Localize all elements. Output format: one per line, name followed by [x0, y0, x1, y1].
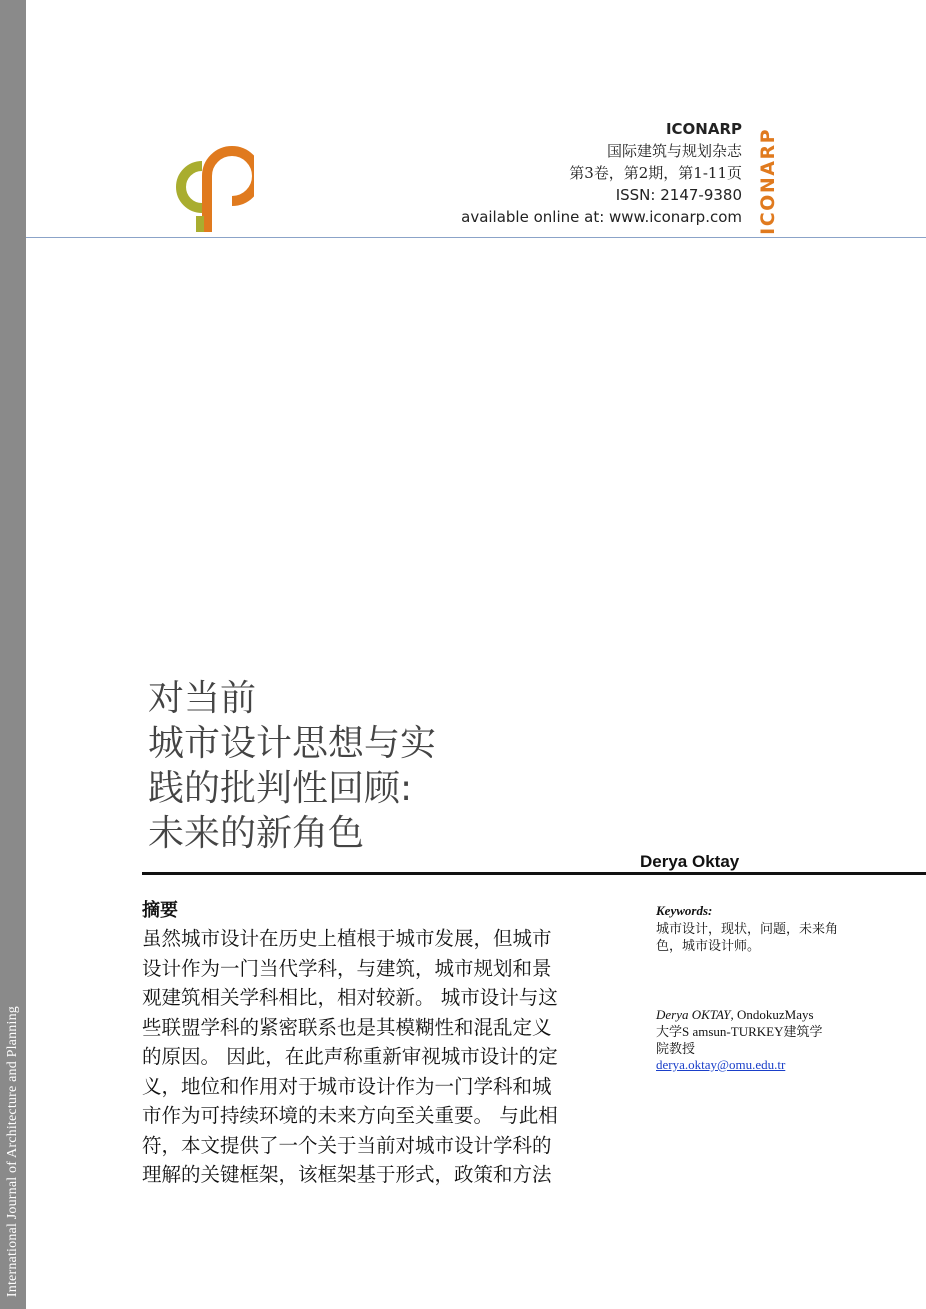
abstract-line: 理解的关键框架，该框架基于形式，政策和方法	[142, 1163, 552, 1186]
online-availability: available online at: www.iconarp.com	[461, 208, 742, 226]
vertical-brand-mark: ICONARP	[757, 128, 779, 235]
keywords-heading: Keywords:	[656, 903, 713, 918]
paper-title	[148, 676, 508, 856]
keywords-line: 色，城市设计师。	[656, 938, 761, 953]
title-line: 践的批判性回顾:	[148, 768, 413, 809]
volume-info: 第3卷，第2期，第1-11页	[569, 164, 742, 182]
title-line: 城市设计思想与实	[148, 723, 437, 764]
keywords-list	[656, 920, 866, 954]
author-name: Derya Oktay	[640, 852, 740, 871]
abstract-line: 义，地位和作用对于城市设计作为一门学科和城	[142, 1074, 552, 1098]
issn: ISSN: 2147-9380	[615, 186, 742, 204]
journal-subtitle: 国际建筑与规划杂志	[606, 142, 742, 160]
abstract-line: 些联盟学科的紧密联系也是其模糊性和混乱定义	[142, 1015, 552, 1039]
abstract-line: 虽然城市设计在历史上植根于城市发展，但城市	[142, 927, 552, 950]
affiliation-line: 院教授	[656, 1041, 696, 1056]
author-email-link[interactable]: derya.oktay@omu.edu.tr	[656, 1057, 786, 1072]
affiliation-university: , OndokuzMays	[730, 1007, 814, 1022]
sidebar-strip	[0, 0, 26, 1309]
journal-logo-icon	[140, 126, 254, 234]
affiliation-line: 大学S amsun-TURKEY建筑学	[656, 1024, 823, 1039]
abstract-body	[142, 924, 602, 1190]
abstract-heading: 摘要	[142, 900, 178, 921]
title-divider	[142, 872, 926, 875]
author-affiliation	[656, 1006, 866, 1057]
sidebar-journal-name: International Journal of Architecture and Planning	[5, 1005, 20, 1297]
keywords-line: 城市设计，现状，问题，未来角	[656, 921, 839, 936]
abstract-line: 符，本文提供了一个关于当前对城市设计学科的	[142, 1133, 552, 1157]
affiliation-author-name: Derya OKTAY	[656, 1007, 731, 1022]
journal-name: ICONARP	[665, 120, 742, 138]
abstract-line: 市作为可持续环境的未来方向至关重要。 与此相	[142, 1104, 558, 1127]
title-line: 对当前	[148, 678, 257, 719]
abstract-line: 设计作为一门当代学科，与建筑，城市规划和景	[142, 956, 552, 980]
abstract-line: 的原因。 因此，在此声称重新审视城市设计的定	[142, 1045, 558, 1068]
abstract-line: 观建筑相关学科相比，相对较新。 城市设计与这	[142, 986, 558, 1009]
journal-info	[461, 118, 742, 228]
title-line: 未来的新角色	[148, 813, 365, 854]
header-divider	[26, 237, 926, 238]
